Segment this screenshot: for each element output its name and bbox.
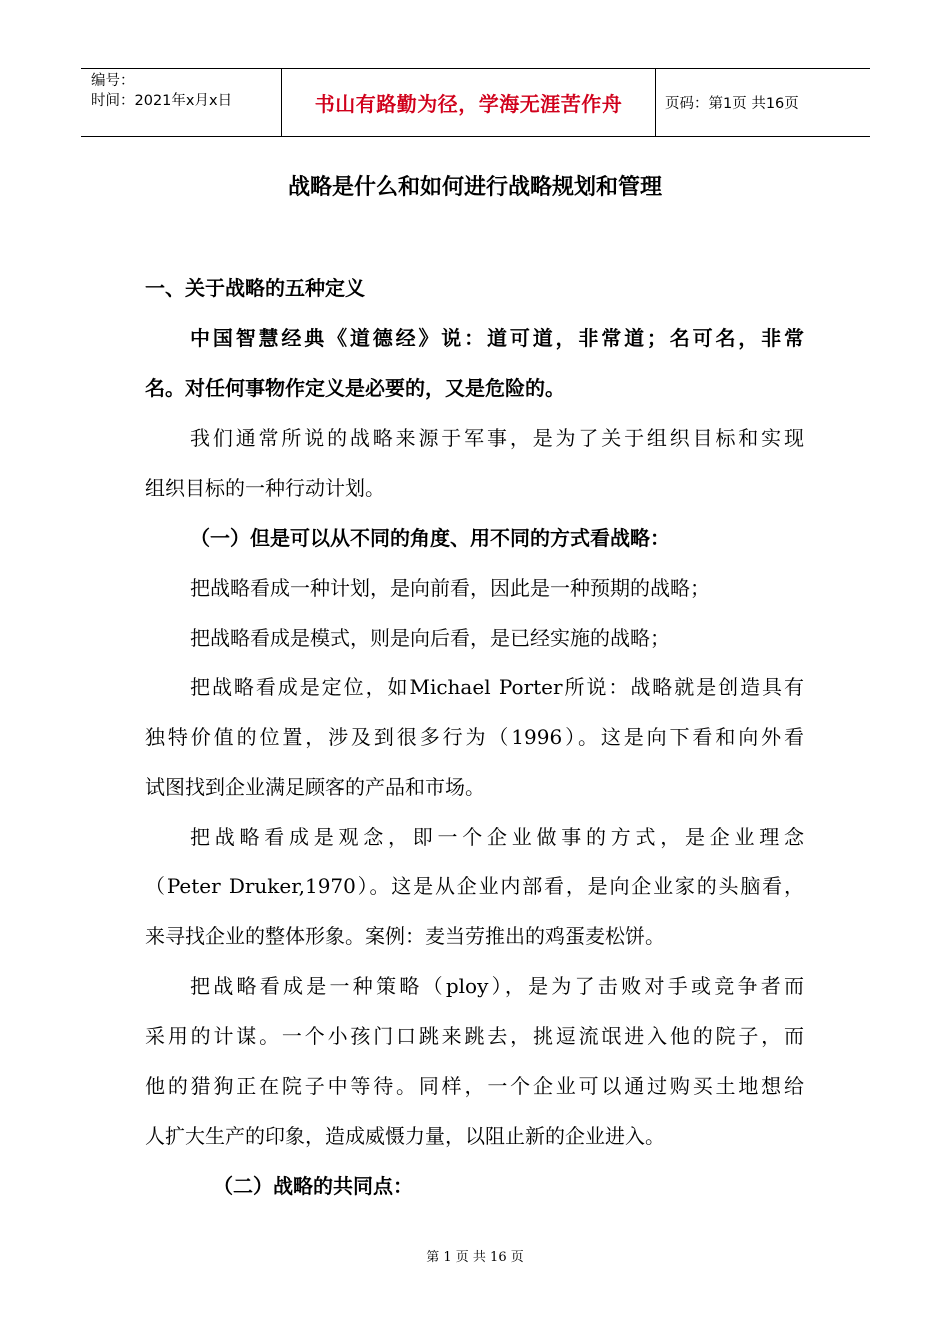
paragraph-line: 独特价值的位置，涉及到很多行为（1996）。这是向下看和向外看 [145,725,804,749]
header-meta [81,69,281,136]
subsection-heading-2: （二）战略的共同点： [213,1174,413,1198]
section-heading-1: 一、关于战略的五种定义 [145,276,365,300]
serial-label: 编号： [91,73,135,89]
paragraph-line: 采用的计谋。一个小孩门口跳来跳去，挑逗流氓进入他的院子，而 [145,1024,804,1048]
paragraph-line: 试图找到企业满足顾客的产品和市场。 [145,775,485,799]
paragraph-line: 把战略看成是模式，则是向后看，是已经实施的战略； [190,626,670,650]
time-label: 时间：2021年x月x日 [91,93,233,109]
paragraph-line: 人扩大生产的印象，造成威慑力量，以阻止新的企业进入。 [145,1124,665,1148]
page-info: 页码：第1页 共16页 [665,96,799,112]
page-header [81,68,870,137]
paragraph-line: 把战略看成是观念，即一个企业做事的方式，是企业理念 [190,825,804,849]
paragraph-line: 我们通常所说的战略来源于军事，是为了关于组织目标和实现 [190,426,804,450]
paragraph-line: 他的猎狗正在院子中等待。同样，一个企业可以通过购买土地想给 [145,1074,804,1098]
subsection-heading-1: （一）但是可以从不同的角度、用不同的方式看战略： [190,526,670,550]
motto: 书山有路勤为径，学海无涯苦作舟 [314,92,623,116]
paragraph-line: 中国智慧经典《道德经》说：道可道，非常道；名可名，非常 [190,326,804,350]
header-motto-cell [281,69,656,136]
paragraph-line: 来寻找企业的整体形象。案例：麦当劳推出的鸡蛋麦松饼。 [145,924,665,948]
document-title: 战略是什么和如何进行战略规划和管理 [287,175,662,200]
paragraph-line: （Peter Druker,1970）。这是从企业内部看，是向企业家的头脑看， [145,874,804,898]
paragraph-line: 组织目标的一种行动计划。 [145,476,385,500]
page-footer: 第 1 页 共 16 页 [426,1250,524,1265]
paragraph-line: 名。对任何事物作定义是必要的，又是危险的。 [145,376,565,400]
paragraph-line: 把战略看成是定位，如Michael Porter所说：战略就是创造具有 [190,675,804,699]
paragraph-line: 把战略看成一种计划，是向前看，因此是一种预期的战略； [190,576,710,600]
paragraph-line: 把战略看成是一种策略（ploy），是为了击败对手或竞争者而 [190,974,804,998]
